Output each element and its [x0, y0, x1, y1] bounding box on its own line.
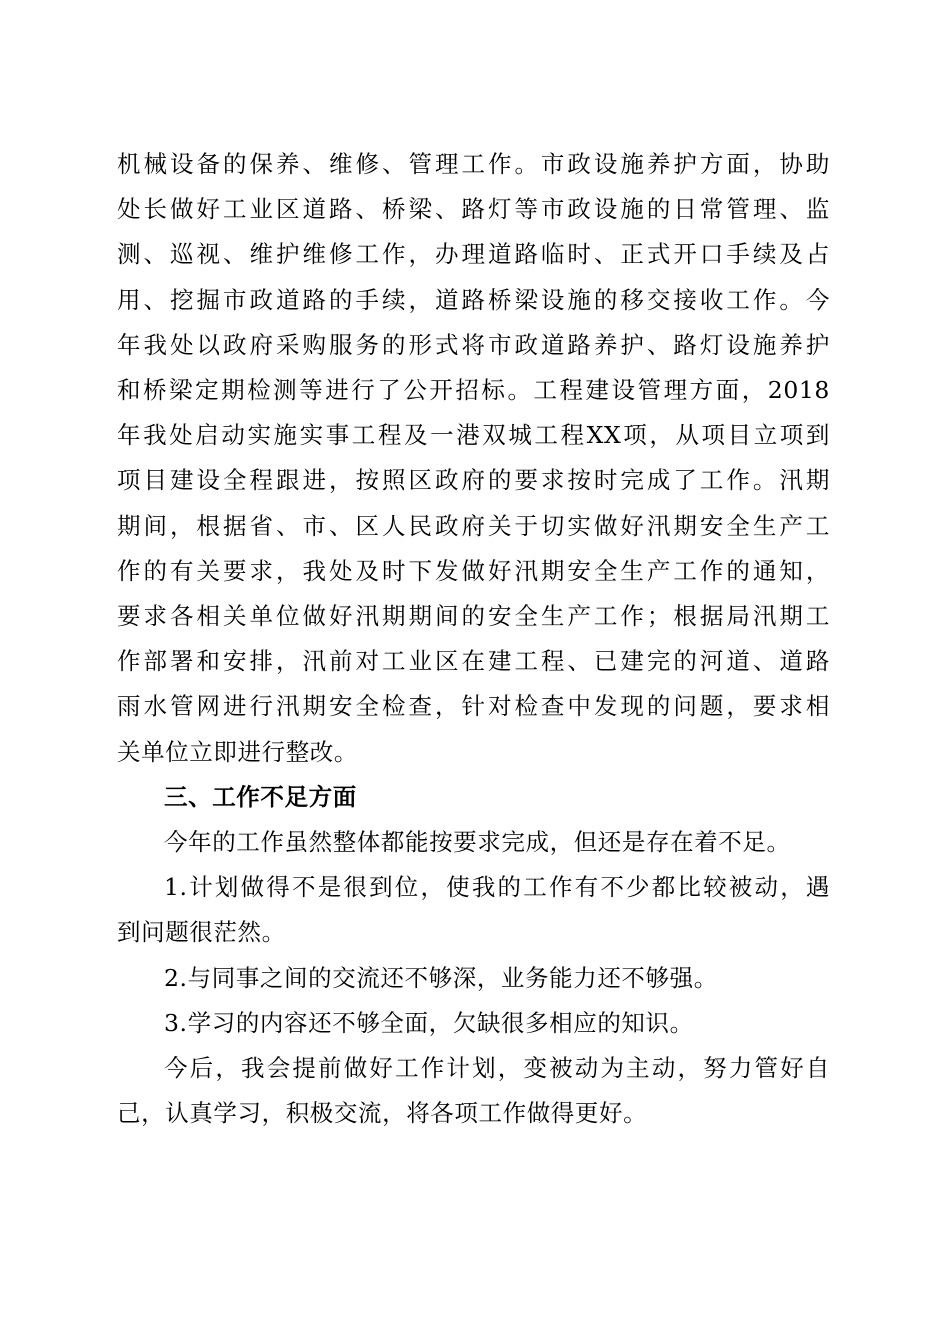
text-line: 年我处启动实施实事工程及一港双城工程XX项，从项目立项到: [117, 421, 830, 450]
paragraph-work-summary: [117, 142, 830, 775]
list-item-1-continued: 到问题很茫然。: [117, 918, 286, 947]
text-line: 处长做好工业区道路、桥梁、路灯等市政设施的日常管理、监: [117, 195, 830, 224]
text-line: 雨水管网进行汛期安全检查，针对检查中发现的问题，要求相: [117, 692, 830, 721]
document-page: [117, 142, 830, 1136]
list-item-1: 1.计划做得不是很到位，使我的工作有不少都比较被动，遇: [164, 873, 830, 902]
closing-paragraph: 今后，我会提前做好工作计划，变被动为主动，努力管好自: [164, 1054, 830, 1083]
list-item-3: 3.学习的内容还不够全面，欠缺很多相应的知识。: [164, 1008, 694, 1037]
list-item-2: 2.与同事之间的交流还不够深，业务能力还不够强。: [164, 963, 718, 992]
text-line: 用、挖掘市政道路的手续，道路桥梁设施的移交接收工作。今: [117, 285, 830, 314]
intro-paragraph: 今年的工作虽然整体都能按要求完成，但还是存在着不足。: [164, 828, 791, 857]
text-line: 期间，根据省、市、区人民政府关于切实做好汛期安全生产工: [117, 511, 830, 540]
closing-paragraph-continued: 己，认真学习，积极交流，将各项工作做得更好。: [117, 1099, 648, 1128]
text-line: 要求各相关单位做好汛期期间的安全生产工作；根据局汛期工: [117, 602, 830, 631]
section-shortcomings: [117, 775, 830, 1137]
text-line: 作的有关要求，我处及时下发做好汛期安全生产工作的通知，: [117, 556, 830, 585]
text-line: 测、巡视、维护维修工作，办理道路临时、正式开口手续及占: [117, 240, 830, 269]
text-line: 和桥梁定期检测等进行了公开招标。工程建设管理方面，2018: [117, 376, 830, 405]
text-line: 作部署和安排，汛前对工业区在建工程、已建完的河道、道路: [117, 647, 830, 676]
text-line: 机械设备的保养、维修、管理工作。市政设施养护方面，协助: [117, 150, 830, 178]
text-line: 关单位立即进行整改。: [117, 737, 358, 766]
text-line: 项目建设全程跟进，按照区政府的要求按时完成了工作。汛期: [117, 466, 830, 495]
section-heading: 三、工作不足方面: [164, 782, 357, 811]
text-line: 年我处以政府采购服务的形式将市政道路养护、路灯设施养护: [117, 330, 830, 359]
